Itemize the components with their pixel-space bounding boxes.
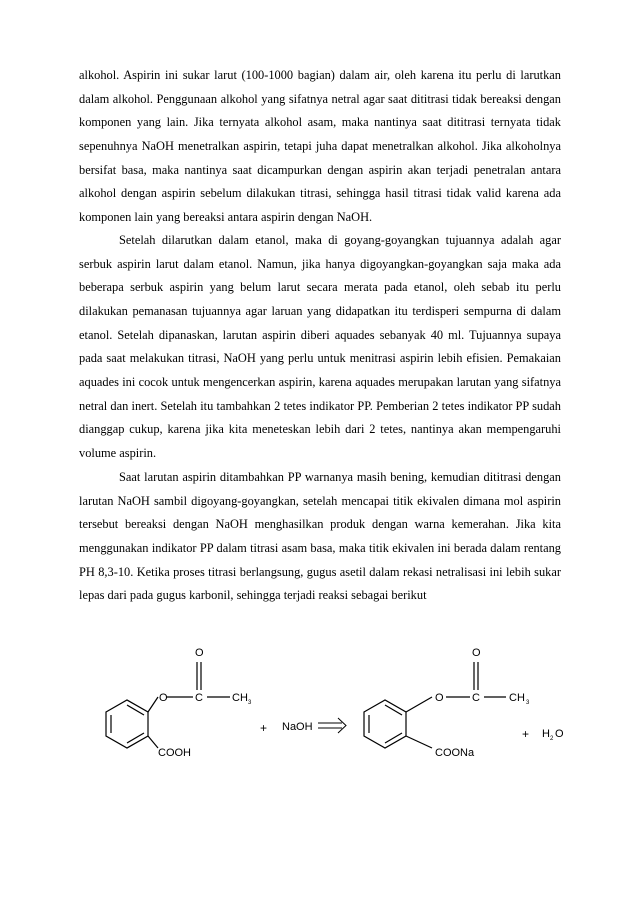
ring-to-salt-bond bbox=[406, 736, 432, 748]
reaction-arrow bbox=[318, 718, 346, 733]
product-methyl: CH bbox=[509, 692, 525, 704]
plus-sign-1: + bbox=[260, 721, 268, 735]
product-ester-o: O bbox=[435, 692, 444, 704]
product-methyl-subscript: 3 bbox=[526, 700, 530, 706]
reactant-carbon: C bbox=[195, 692, 203, 704]
inner-bond-reactant-2 bbox=[127, 705, 144, 715]
inner-bond-product-3 bbox=[385, 733, 402, 743]
reaction-scheme bbox=[0, 640, 638, 780]
reactant-carbonyl-o: O bbox=[195, 647, 204, 659]
paragraph-2: Setelah dilarutkan dalam etanol, maka di goyang-goyangkan tujuannya adalah agar serbuk aspirin larut dalam etanol. Namun, jika hanya digoyangkan-goyangkan saja maka ada beberapa serbuk aspirin yang belum larut secara merata pada etanol, oleh sebab itu perlu dilakukan pemanasan tujuannya agar laruan yang didapatkan itu terdisperi sempurna di dalam etanol. Setelah dipanaskan, larutan aspirin diberi aquades sebanyak 40 ml. Tujuannya supaya pada saat melakukan titrasi, NaOH yang perlu untuk menitrasi aspirin lebih efisien. Pemakaian aquades ini cocok untuk mengencerkan aspirin, karena aquades merupakan larutan yang sifatnya netral dan inert. Setelah itu tambahkan 2 tetes indikator PP. Pemberian 2 tetes indikator PP sudah dianggap cukup, karena jika kita meneteskan lebih dari 2 tetes, nantinya akan mempengaruhi volume aspirin. bbox=[79, 233, 561, 460]
reactant-methyl: CH bbox=[232, 692, 248, 704]
ring-to-ester-bond bbox=[148, 697, 158, 712]
aspirin-structure bbox=[106, 662, 230, 748]
naoh-reagent: NaOH bbox=[282, 721, 313, 733]
paragraph-3: Saat larutan aspirin ditambahkan PP warnanya masih bening, kemudian dititrasi dengan larutan NaOH sambil digoyang-goyangkan, setelah mencapai titik ekivalen dimana mol aspirin tersebut bereaksi dengan NaOH menghasilkan produk dengan warna kemerahan. Jika kita menggunakan indikator PP dalam titrasi asam basa, maka titik ekivalen ini berada dalam rentang PH 8,3-10. Ketika proses titrasi berlangsung, gugus asetil dalam rekasi netralisasi ini lebih sukar lepas dari pada gugus karbonil, sehingga terjadi reaksi sebagai berikut bbox=[79, 470, 561, 603]
plus-sign-2: + bbox=[522, 727, 530, 741]
product-carbonyl-o: O bbox=[472, 647, 481, 659]
inner-bond-product-2 bbox=[385, 705, 402, 715]
product-salt-group: COONa bbox=[435, 747, 475, 759]
benzene-ring-product bbox=[364, 700, 406, 748]
reactant-acid-group: COOH bbox=[158, 747, 191, 759]
water-h: H bbox=[542, 728, 550, 740]
product-carbon: C bbox=[472, 692, 480, 704]
reactant-methyl-subscript: 3 bbox=[248, 700, 252, 706]
water-o: O bbox=[555, 728, 564, 740]
ring-to-acid-bond bbox=[148, 736, 158, 748]
inner-bond-reactant-3 bbox=[127, 733, 144, 743]
paragraph-1: alkohol. Aspirin ini sukar larut (100-1000 bagian) dalam air, oleh karena itu perlu di larutkan dalam alkohol. Penggunaan alkohol yang sifatnya netral agar saat dititrasi tidak bereaksi dengan komponen yang lain. Jika ternyata alkohol asam, maka nantinya saat dititrasi ternyata tidak sepenuhnya NaOH menetralkan aspirin, tetapi juha dapat menetralkan alkohol. Jika alkoholnya bersifat basa, maka nantinya saat dicampurkan dengan aspirin akan terjadi penetralan antara alkohol dengan aspirin sebelum dilakukan titrasi, sehingga hasil titrasi tidak valid karena ada komponen lain yang bereaksi antara aspirin dengan NaOH. bbox=[79, 68, 561, 224]
ring-to-ester-bond-product bbox=[406, 697, 432, 712]
water-subscript: 2 bbox=[550, 736, 554, 742]
benzene-ring-reactant bbox=[106, 700, 148, 748]
reactant-ester-o: O bbox=[159, 692, 168, 704]
product-structure bbox=[364, 662, 506, 748]
